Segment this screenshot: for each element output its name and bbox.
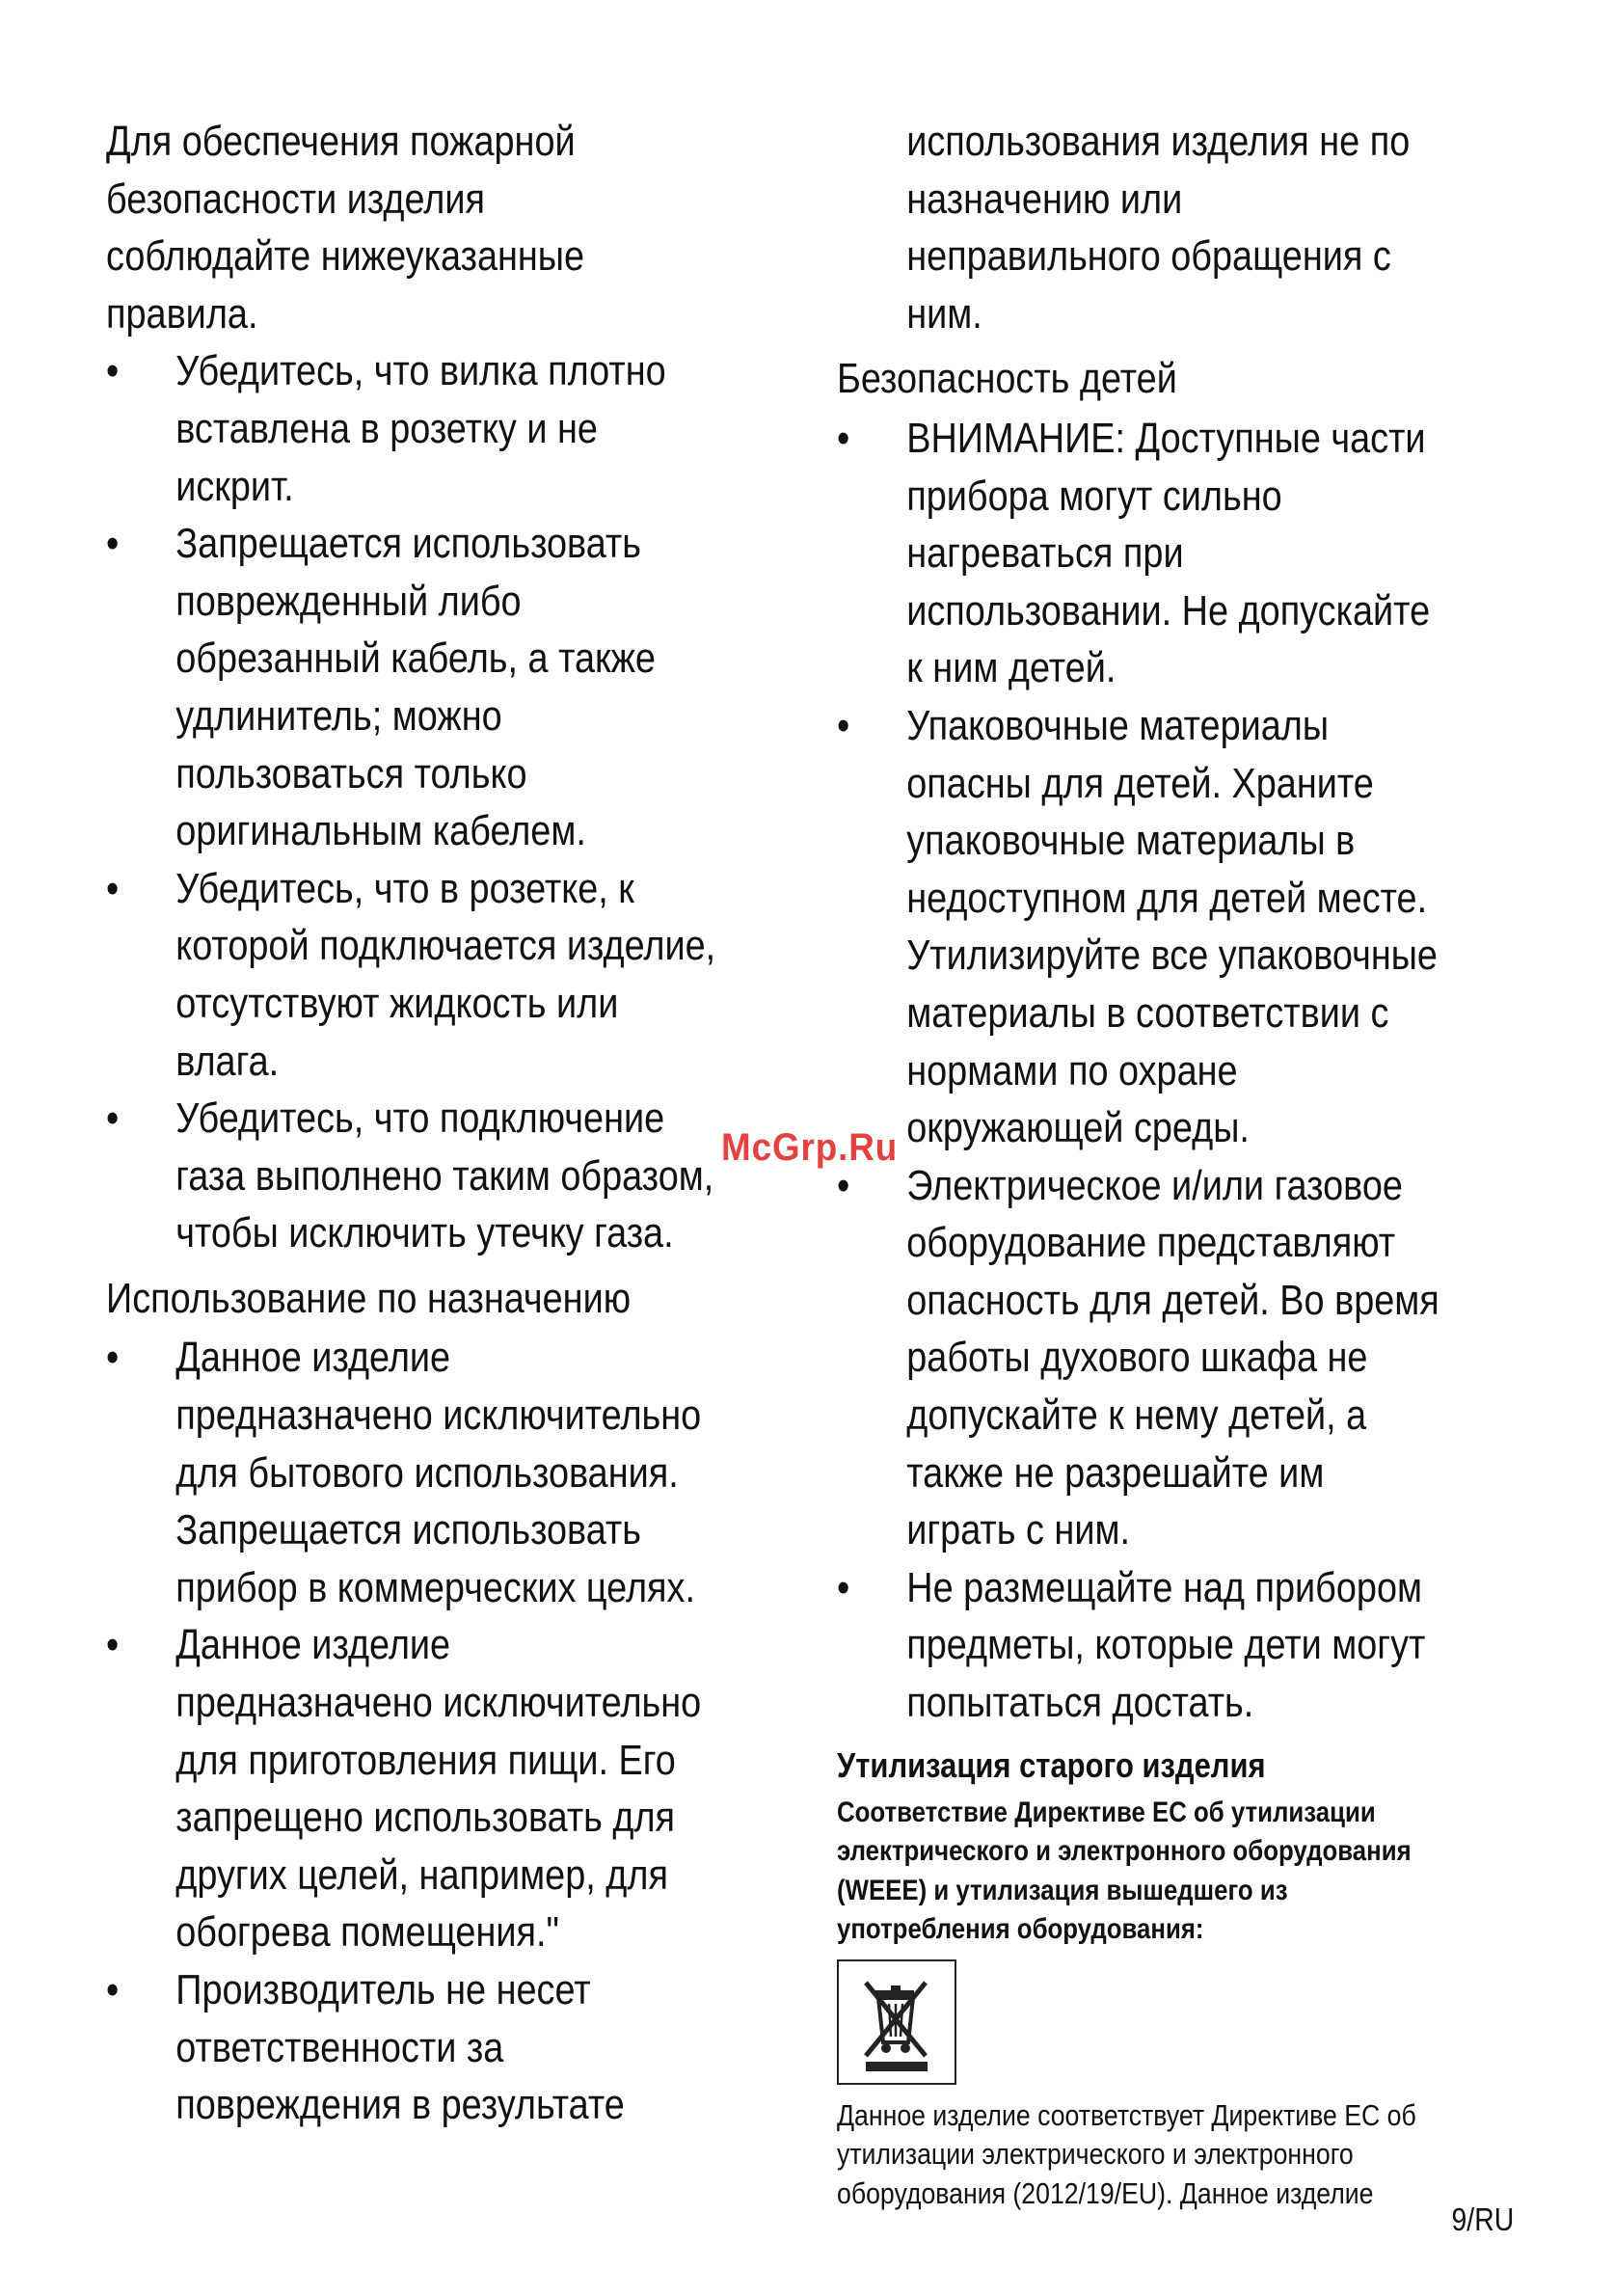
bullet-icon: • [837, 1563, 850, 1611]
left-column [106, 113, 800, 2134]
list-item: • Данное изделие предназначено исключительно для бытового использования. Запрещается использовать прибор в коммерческих целях. [106, 1329, 873, 1616]
list-item: • ВНИМАНИЕ: Доступные части прибора могут сильно нагреваться при использовании. Не допускайте к ним детей. [837, 410, 1603, 697]
right-column [837, 113, 1531, 2213]
fire-safety-intro: Для обеспечения пожарной безопасности изделия соблюдайте нижеуказанные правила. [106, 118, 585, 338]
bullet-icon: • [106, 347, 120, 395]
list-item: • Убедитесь, что вилка плотно вставлена в розетку и не искрит. [106, 342, 873, 515]
bullet-icon: • [837, 1161, 850, 1209]
crossed-out-wheelie-bin-icon [837, 1959, 956, 2085]
bullet-icon: • [106, 1094, 120, 1143]
bullet-icon: • [106, 1966, 120, 2013]
bullet-icon: • [106, 1334, 120, 1382]
list-item: • Электрическое и/или газовое оборудование представляют опасность для детей. Во время работы духового шкафа не допускайте к нему детей, а также не разрешайте им играть с ним. [837, 1157, 1603, 1559]
child-safety-list [837, 410, 1531, 1732]
list-item: • Убедитесь, что в розетке, к которой подключается изделие, отсутствуют жидкость или влага. [106, 860, 873, 1090]
bullet-icon: • [837, 701, 850, 749]
disposal-heading: Утилизация старого изделия [837, 1744, 1266, 1785]
intended-use-heading: Использование по назначению [106, 1274, 632, 1322]
list-item: • Не размещайте над прибором предметы, которые дети могут попытаться достать. [837, 1559, 1603, 1732]
bullet-icon: • [106, 520, 120, 568]
child-safety-heading: Безопасность детей [837, 355, 1177, 403]
list-item: • Запрещается использовать поврежденный либо обрезанный кабель, а также удлинитель; можно пользоваться только оригинальным кабелем. [106, 515, 873, 860]
bullet-icon: • [106, 864, 120, 912]
list-item: • Данное изделие предназначено исключительно для приготовления пищи. Его запрещено использовать для других целей, например, для обогрева помещения." [106, 1616, 873, 1961]
fire-safety-list [106, 342, 800, 1262]
list-item: • Упаковочные материалы опасны для детей. Храните упаковочные материалы в недоступном для детей месте. Утилизируйте все упаковочные материалы в соответствии с нормами по охране окружающей среды. [837, 697, 1603, 1157]
weee-text: Данное изделие соответствует Директиве ЕС об утилизации электрического и электронного оборудования (2012/19/EU). Данное изделие [837, 2097, 1416, 2210]
continued-text: использования изделия не по назначению или неправильного обращения с ним. [906, 118, 1411, 338]
list-item: • Производитель не несет ответственности за повреждения в результате [106, 1961, 873, 2134]
list-item: • Убедитесь, что подключение газа выполнено таким образом, чтобы исключить утечку газа. [106, 1090, 873, 1262]
watermark: McGrp.Ru [721, 1126, 899, 1169]
weee-subheading: Соответствие Директиве ЕС об утилизации электрического и электронного оборудования (WEEE) и утилизация вышедшего из употребления оборудования: [837, 1796, 1412, 1946]
page-number: 9/RU [1451, 2201, 1514, 2237]
bullet-icon: • [106, 1621, 120, 1669]
bullet-icon: • [837, 414, 850, 462]
intended-use-list [106, 1329, 800, 2133]
